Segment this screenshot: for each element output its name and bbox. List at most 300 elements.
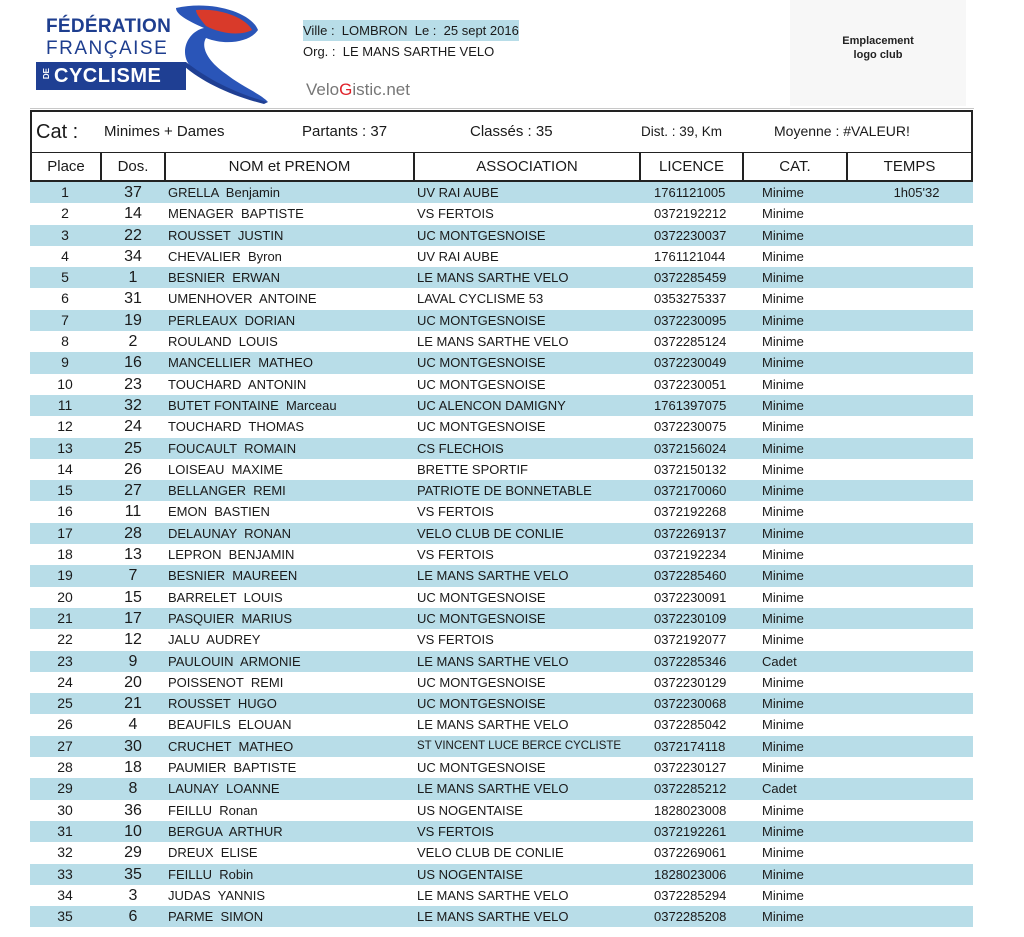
cell-assoc: LE MANS SARTHE VELO (417, 334, 569, 350)
cell-dos: 28 (124, 524, 142, 542)
cell-temps: 1h05'32 (893, 185, 940, 200)
cell-cat: Minime (762, 355, 804, 371)
cell-assoc: LE MANS SARTHE VELO (417, 568, 569, 584)
table-row (30, 438, 973, 459)
cell-name: BELLANGER REMI (168, 483, 286, 499)
event-info (303, 20, 519, 63)
table-row (30, 714, 973, 735)
cell-place: 35 (57, 908, 73, 925)
cell-name: DELAUNAY RONAN (168, 525, 292, 541)
table-row (30, 480, 973, 501)
cell-cat: Cadet (762, 781, 797, 797)
cell-place: 30 (57, 801, 73, 818)
cell-name: FOUCAULT ROMAIN (168, 440, 297, 456)
cell-place: 21 (57, 609, 73, 626)
cell-name: JUDAS YANNIS (168, 887, 266, 903)
cell-name: TOUCHARD THOMAS (168, 419, 305, 435)
ffc-logo (36, 2, 276, 106)
cell-cat: Minime (762, 738, 804, 754)
table-header (30, 152, 973, 182)
cell-licence: 0372230051 (654, 376, 727, 392)
table-row (30, 501, 973, 522)
table-row (30, 288, 973, 309)
cell-assoc: UV RAI AUBE (417, 185, 499, 200)
cell-licence: 1761397075 (654, 397, 727, 413)
cell-cat: Minime (762, 610, 804, 626)
cell-temps (860, 225, 973, 246)
cell-assoc: UC ALENCON DAMIGNY (417, 397, 566, 413)
cell-assoc: UC MONTGESNOISE (417, 227, 546, 243)
cell-place: 32 (57, 844, 73, 861)
cell-place: 8 (61, 333, 69, 350)
cell-assoc: VELO CLUB DE CONLIE (417, 845, 564, 861)
cell-name: UMENHOVER ANTOINE (168, 291, 317, 307)
cell-cat: Minime (762, 504, 804, 520)
cell-temps (860, 693, 973, 714)
cell-place: 28 (57, 759, 73, 776)
cell-temps (860, 800, 973, 821)
cell-dos: 20 (124, 673, 142, 691)
cell-cat: Minime (762, 270, 804, 286)
cell-name: BERGUA ARTHUR (168, 823, 283, 839)
cell-cat: Minime (762, 248, 804, 264)
cell-temps (860, 352, 973, 373)
cell-licence: 0372285208 (654, 909, 727, 925)
cell-cat: Minime (762, 802, 804, 818)
cell-place: 16 (57, 503, 73, 520)
cell-name: TOUCHARD ANTONIN (168, 376, 307, 392)
cell-place: 15 (57, 482, 73, 499)
cell-name: GRELLA Benjamin (168, 185, 281, 200)
cell-temps (860, 565, 973, 586)
cell-place: 11 (57, 396, 73, 413)
cell-assoc: VS FERTOIS (417, 632, 494, 648)
cell-cat: Minime (762, 632, 804, 648)
cell-name: BESNIER ERWAN (168, 270, 280, 286)
cell-licence: 0372285346 (654, 653, 727, 669)
cell-cat: Minime (762, 227, 804, 243)
cell-cat: Minime (762, 674, 804, 690)
cell-assoc: CS FLECHOIS (417, 440, 504, 456)
cell-dos: 3 (128, 886, 138, 904)
club-logo-placeholder (790, 0, 966, 106)
logo-line2: FRANÇAISE (46, 38, 169, 59)
table-row (30, 331, 973, 352)
cell-assoc: UC MONTGESNOISE (417, 376, 546, 392)
cell-assoc: VS FERTOIS (417, 504, 494, 520)
cell-name: LOISEAU MAXIME (168, 461, 283, 477)
cell-name: DREUX ELISE (168, 845, 258, 861)
divider (30, 108, 974, 109)
cell-name: PAUMIER BAPTISTE (168, 760, 297, 776)
cell-place: 1 (61, 184, 69, 200)
cell-place: 27 (57, 737, 73, 754)
table-row (30, 544, 973, 565)
cell-dos: 10 (124, 822, 142, 840)
cell-place: 2 (61, 205, 69, 222)
cell-dos: 4 (128, 716, 138, 734)
cell-assoc: UC MONTGESNOISE (417, 760, 546, 776)
cell-dos: 24 (124, 418, 142, 436)
cell-cat: Minime (762, 525, 804, 541)
cell-name: LAUNAY LOANNE (168, 781, 280, 797)
cell-name: PAULOUIN ARMONIE (168, 653, 301, 669)
cell-temps (860, 288, 973, 309)
cell-licence: 0372192268 (654, 504, 727, 520)
cell-cat: Minime (762, 568, 804, 584)
cell-cat: Minime (762, 461, 804, 477)
table-row (30, 523, 973, 544)
table-row (30, 267, 973, 288)
cell-assoc: BRETTE SPORTIF (417, 461, 528, 477)
table-row (30, 757, 973, 778)
cell-dos: 13 (124, 546, 142, 564)
cell-name: FEILLU Robin (168, 866, 254, 882)
cell-dos: 12 (124, 631, 142, 649)
cell-assoc: UC MONTGESNOISE (417, 589, 546, 605)
table-row (30, 651, 973, 672)
cell-cat: Minime (762, 440, 804, 456)
cell-cat: Minime (762, 419, 804, 435)
cell-place: 31 (57, 822, 73, 839)
velogistic-g: G (339, 80, 353, 99)
table-row (30, 459, 973, 480)
cell-licence: 0372230109 (654, 610, 727, 626)
logo-de: DE (42, 68, 51, 80)
cell-temps (860, 757, 973, 778)
cell-dos: 1 (128, 269, 138, 287)
cell-place: 3 (61, 226, 69, 243)
cell-dos: 14 (124, 205, 142, 223)
cell-temps (860, 821, 973, 842)
cell-licence: 0372285460 (654, 568, 727, 584)
cell-temps (860, 778, 973, 799)
cell-temps (860, 736, 973, 757)
cell-assoc: US NOGENTAISE (417, 802, 523, 818)
cell-place: 24 (57, 673, 73, 690)
cell-assoc: VS FERTOIS (417, 823, 494, 839)
table-row (30, 203, 973, 224)
cell-dos: 34 (124, 247, 142, 265)
table-row (30, 885, 973, 906)
cell-temps (860, 480, 973, 501)
col-name: NOM et PRENOM (166, 153, 415, 180)
cell-cat: Minime (762, 760, 804, 776)
cell-licence: 0372230095 (654, 312, 727, 328)
velogistic-pre: Velo (306, 80, 340, 99)
cell-licence: 0372285212 (654, 781, 727, 797)
cell-dos: 30 (124, 737, 142, 755)
table-row (30, 374, 973, 395)
cell-dos: 32 (124, 396, 142, 414)
cell-name: JALU AUDREY (168, 632, 261, 648)
cell-licence: 0372285124 (654, 334, 727, 350)
cell-assoc: LE MANS SARTHE VELO (417, 653, 569, 669)
cell-temps (860, 395, 973, 416)
table-row (30, 416, 973, 437)
cell-place: 17 (57, 524, 73, 541)
table-row (30, 629, 973, 650)
cell-licence: 0372269061 (654, 845, 727, 861)
cell-temps (860, 374, 973, 395)
table-row (30, 778, 973, 799)
cell-cat: Minime (762, 823, 804, 839)
cell-licence: 0372285294 (654, 887, 727, 903)
cell-name: CRUCHET MATHEO (168, 738, 294, 754)
cell-place: 10 (57, 375, 73, 392)
moyenne: Moyenne : #VALEUR! (774, 123, 910, 139)
cell-cat: Minime (762, 334, 804, 350)
cell-cat: Minime (762, 717, 804, 733)
cell-name: CHEVALIER Byron (168, 248, 282, 264)
table-row (30, 225, 973, 246)
cell-dos: 6 (128, 908, 138, 926)
table-row (30, 608, 973, 629)
table-row (30, 310, 973, 331)
table-row (30, 352, 973, 373)
cell-cat: Minime (762, 291, 804, 307)
cell-place: 34 (57, 886, 73, 903)
cell-cat: Minime (762, 397, 804, 413)
cell-licence: 1761121005 (654, 185, 726, 200)
org-line: Org. : LE MANS SARTHE VELO (303, 44, 495, 60)
classes: Classés : 35 (470, 123, 553, 140)
table-row (30, 906, 973, 927)
cell-dos: 9 (128, 652, 138, 670)
cell-dos: 2 (128, 333, 138, 351)
col-assoc: ASSOCIATION (415, 153, 641, 180)
cell-place: 26 (57, 716, 73, 733)
cell-dos: 7 (128, 567, 138, 585)
cat-value: Minimes + Dames (104, 123, 225, 140)
cell-name: ROUSSET JUSTIN (168, 227, 284, 243)
cell-temps (860, 544, 973, 565)
cell-temps (860, 587, 973, 608)
cell-assoc: LAVAL CYCLISME 53 (417, 291, 544, 307)
cell-place: 18 (57, 546, 73, 563)
table-row (30, 182, 973, 203)
cell-temps (860, 459, 973, 480)
cat-label: Cat : (36, 121, 79, 143)
cell-assoc: LE MANS SARTHE VELO (417, 270, 569, 286)
cell-assoc: UC MONTGESNOISE (417, 419, 546, 435)
cell-temps (860, 310, 973, 331)
cell-temps (860, 246, 973, 267)
cell-dos: 16 (124, 354, 142, 372)
cell-licence: 0372192234 (654, 547, 727, 563)
cell-temps (860, 267, 973, 288)
cell-licence: 0372230129 (654, 674, 727, 690)
cell-temps (860, 842, 973, 863)
cell-dos: 22 (124, 226, 142, 244)
cell-assoc: UC MONTGESNOISE (417, 355, 546, 371)
cell-place: 23 (57, 652, 73, 669)
ville-line: Ville : LOMBRON Le : 25 sept 2016 (303, 20, 519, 41)
table-row (30, 842, 973, 863)
cell-place: 33 (57, 865, 73, 882)
cell-name: BARRELET LOUIS (168, 589, 283, 605)
cell-place: 25 (57, 695, 73, 712)
cell-cat: Minime (762, 845, 804, 861)
cell-assoc: LE MANS SARTHE VELO (417, 909, 569, 925)
cell-place: 20 (57, 588, 73, 605)
cell-name: EMON BASTIEN (168, 504, 270, 520)
col-dos: Dos. (102, 153, 166, 180)
cell-licence: 1828023008 (654, 802, 727, 818)
table-row (30, 565, 973, 586)
club-logo-line2: logo club (853, 49, 903, 61)
cell-licence: 0372230091 (654, 589, 727, 605)
cell-licence: 0372170060 (654, 483, 727, 499)
col-temps: TEMPS (883, 158, 936, 175)
cell-name: POISSENOT REMI (168, 674, 284, 690)
cell-dos: 21 (124, 695, 142, 713)
cell-name: BUTET FONTAINE Marceau (168, 397, 337, 413)
cell-licence: 0372285459 (654, 270, 727, 286)
cell-cat: Minime (762, 483, 804, 499)
col-licence: LICENCE (641, 153, 744, 180)
cell-cat: Minime (762, 312, 804, 328)
cell-name: PASQUIER MARIUS (168, 610, 293, 626)
cell-assoc: LE MANS SARTHE VELO (417, 781, 569, 797)
club-logo-line1: Emplacement (842, 35, 914, 47)
table-row (30, 800, 973, 821)
cell-licence: 0372174118 (654, 738, 726, 754)
cell-licence: 0372230075 (654, 419, 727, 435)
partants: Partants : 37 (302, 123, 388, 140)
cell-dos: 18 (124, 759, 142, 777)
cell-cat: Minime (762, 696, 804, 712)
col-cat: CAT. (744, 153, 848, 180)
cell-place: 19 (57, 567, 73, 584)
cell-temps (860, 885, 973, 906)
cell-dos: 11 (124, 503, 142, 521)
cell-licence: 0372230068 (654, 696, 727, 712)
cell-place: 4 (61, 247, 69, 264)
cell-licence: 1761121044 (654, 248, 726, 264)
cell-licence: 0372269137 (654, 525, 727, 541)
velogistic-post: istic.net (352, 80, 410, 99)
cell-temps (860, 672, 973, 693)
cell-place: 6 (61, 290, 69, 307)
cell-temps (860, 438, 973, 459)
race-summary (30, 110, 973, 153)
cell-temps (860, 651, 973, 672)
cell-licence: 0372192212 (654, 206, 727, 222)
cell-assoc: VS FERTOIS (417, 206, 494, 222)
cell-temps (860, 629, 973, 650)
cell-name: BESNIER MAUREEN (168, 568, 298, 584)
cell-cat: Minime (762, 376, 804, 392)
cell-cat: Minime (762, 589, 804, 605)
cell-licence: 0372230049 (654, 355, 727, 371)
cell-licence: 0372230127 (654, 760, 727, 776)
cell-name: ROULAND LOUIS (168, 334, 278, 350)
cell-place: 5 (61, 269, 69, 286)
cell-name: MENAGER BAPTISTE (168, 206, 304, 222)
cell-place: 22 (57, 631, 73, 648)
logo-line1: FÉDÉRATION (46, 16, 172, 37)
cell-cat: Minime (762, 206, 804, 222)
table-row (30, 672, 973, 693)
cell-dos: 26 (124, 460, 142, 478)
cell-licence: 0372156024 (654, 440, 727, 456)
cell-place: 7 (61, 311, 69, 328)
cell-licence: 0353275337 (654, 291, 727, 307)
cell-assoc: PATRIOTE DE BONNETABLE (417, 483, 592, 499)
cell-licence: 0372150132 (654, 461, 727, 477)
table-row (30, 246, 973, 267)
cell-cat: Minime (762, 887, 804, 903)
velogistic-brand (306, 80, 410, 100)
cell-assoc: VELO CLUB DE CONLIE (417, 525, 564, 541)
cell-licence: 1828023006 (654, 866, 727, 882)
cell-place: 14 (57, 460, 73, 477)
cell-assoc: UV RAI AUBE (417, 248, 499, 264)
table-row (30, 736, 973, 757)
cell-dos: 19 (124, 311, 142, 329)
cell-assoc: UC MONTGESNOISE (417, 696, 546, 712)
cell-temps (860, 864, 973, 885)
cell-name: BEAUFILS ELOUAN (168, 717, 292, 733)
cell-temps (860, 523, 973, 544)
table-row (30, 395, 973, 416)
cell-temps (860, 501, 973, 522)
cell-dos: 36 (124, 801, 142, 819)
cell-temps (860, 906, 973, 927)
cell-cat: Minime (762, 547, 804, 563)
distance: Dist. : 39, Km (641, 124, 723, 139)
cell-dos: 17 (124, 609, 142, 627)
results-table (30, 182, 973, 927)
cell-name: ROUSSET HUGO (168, 696, 277, 712)
cell-assoc: US NOGENTAISE (417, 866, 523, 882)
cell-assoc: UC MONTGESNOISE (417, 674, 546, 690)
table-row (30, 821, 973, 842)
cell-dos: 25 (124, 439, 142, 457)
cell-cat: Minime (762, 866, 804, 882)
cell-licence: 0372285042 (654, 717, 727, 733)
cell-name: PARME SIMON (168, 909, 264, 925)
cell-cat: Minime (762, 185, 804, 200)
cell-place: 9 (61, 354, 69, 371)
cell-name: FEILLU Ronan (168, 802, 258, 818)
cell-dos: 31 (124, 290, 142, 308)
cell-cat: Minime (762, 909, 804, 925)
cell-assoc: UC MONTGESNOISE (417, 610, 546, 626)
cell-name: PERLEAUX DORIAN (168, 312, 296, 328)
cell-temps (860, 331, 973, 352)
cell-cat: Cadet (762, 653, 797, 669)
cell-assoc: ST VINCENT LUCE BERCE CYCLISTE (417, 739, 622, 752)
cell-assoc: LE MANS SARTHE VELO (417, 887, 569, 903)
cell-temps (860, 203, 973, 224)
cell-name: MANCELLIER MATHEO (168, 355, 313, 371)
cell-place: 13 (57, 439, 73, 456)
cell-dos: 8 (128, 780, 138, 798)
cell-dos: 27 (124, 482, 142, 500)
cell-licence: 0372192261 (654, 823, 727, 839)
cell-assoc: UC MONTGESNOISE (417, 312, 546, 328)
cell-place: 29 (57, 780, 73, 797)
table-row (30, 864, 973, 885)
cell-dos: 15 (124, 588, 142, 606)
cell-licence: 0372230037 (654, 227, 727, 243)
cell-dos: 37 (124, 184, 142, 201)
cell-place: 12 (57, 418, 73, 435)
table-row (30, 587, 973, 608)
cell-temps (860, 416, 973, 437)
